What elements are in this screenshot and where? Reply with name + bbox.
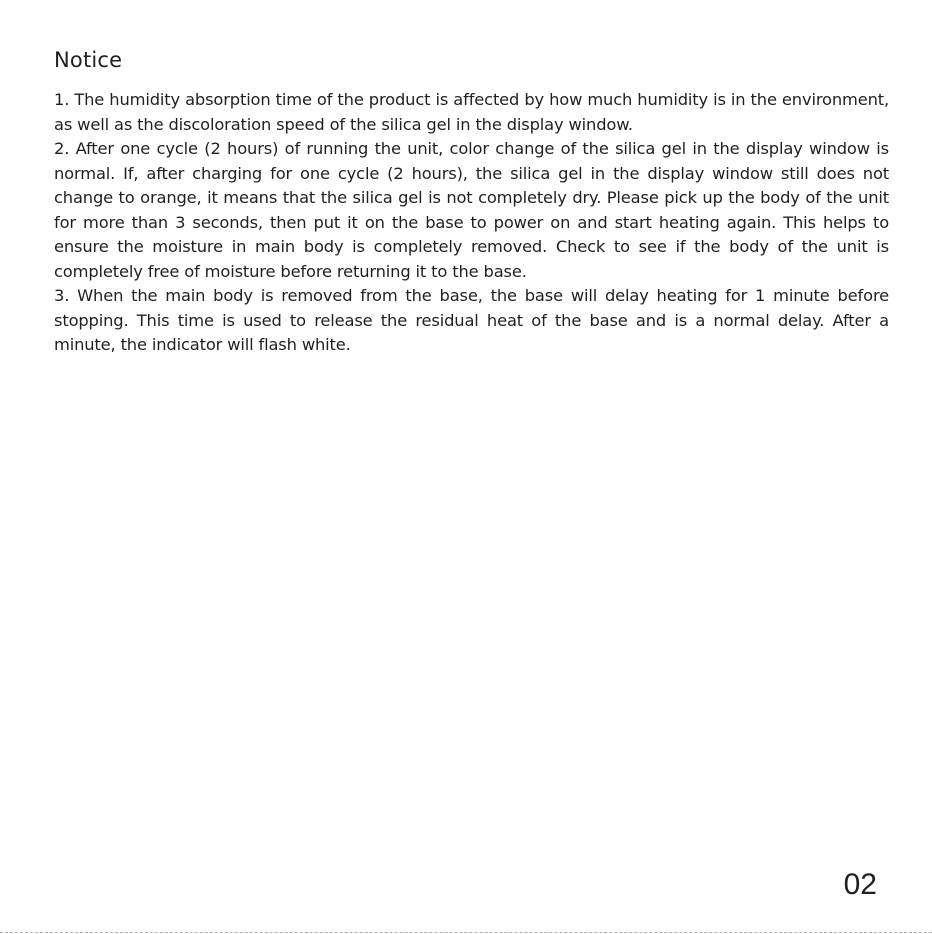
notice-item-1: 1. The humidity absorption time of the product is affected by how much humidity is in the environment, as well as the discoloration speed of the silica gel in the display window. [54, 90, 889, 134]
notice-body [54, 88, 889, 358]
page-bottom-divider [0, 932, 932, 933]
notice-item-2: 2. After one cycle (2 hours) of running the unit, color change of the silica gel in the display window is normal. If, after charging for one cycle (2 hours), the silica gel in the display window still does not change to orange, it means that the silica gel is not completely dry. Please pick up the body of the unit for more than 3 seconds, then put it on the base to power on and start heating again. This helps to ensure the moisture in main body is completely removed. Check to see if the body of the unit is completely free of moisture before returning it to the base. [54, 139, 889, 281]
page-number: 02 [843, 868, 877, 901]
notice-item-3: 3. When the main body is removed from the base, the base will delay heating for 1 minute before stopping. This time is used to release the residual heat of the base and is a normal delay. After a minute, the indicator will flash white. [54, 286, 889, 354]
notice-heading: Notice [54, 48, 123, 72]
